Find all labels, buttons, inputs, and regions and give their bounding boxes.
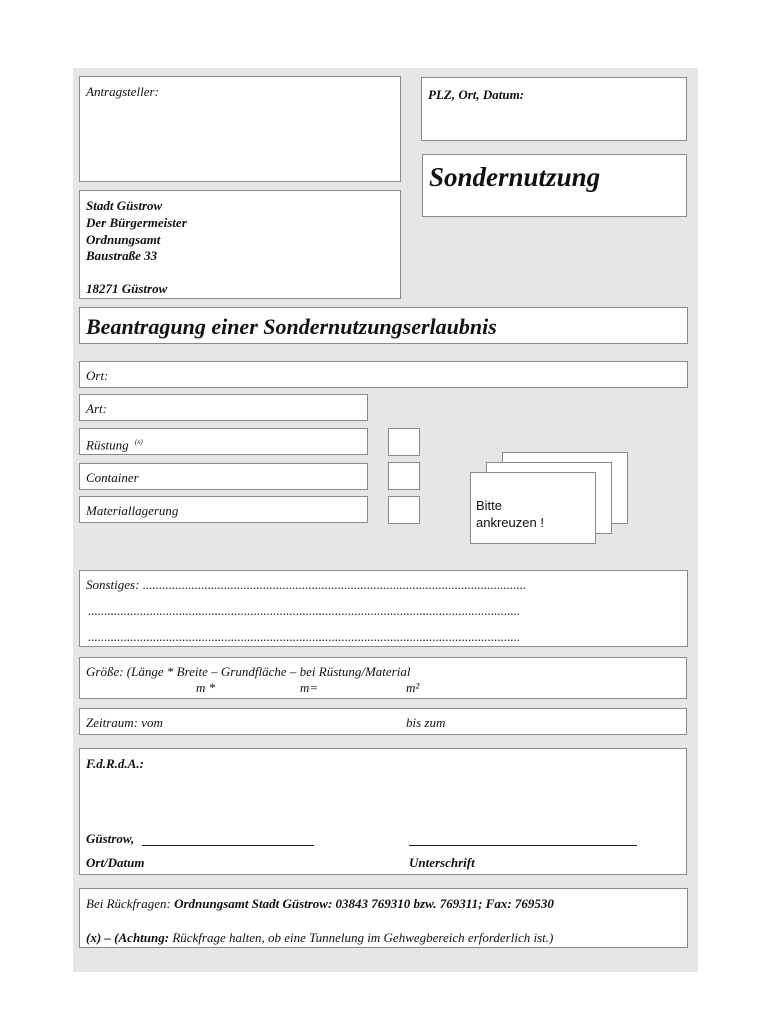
- container-label: Container: [86, 470, 139, 485]
- address-line-4: Baustraße 33: [86, 248, 158, 263]
- sonstiges-line-3: .....................................................................................................................................: [88, 629, 521, 644]
- groesse-label: Größe: (Länge * Breite – Grundfläche – bei Rüstung/Material: [86, 664, 411, 679]
- note-line: [86, 929, 553, 946]
- ort-datum-label: Ort/Datum: [86, 855, 145, 870]
- main-title-box: [79, 307, 688, 344]
- place-date-label: PLZ, Ort, Datum:: [428, 87, 525, 102]
- page-title: Sondernutzung: [429, 162, 601, 192]
- hint-line-1: Bitte: [476, 498, 503, 513]
- ort-label: Ort:: [86, 368, 109, 383]
- ruestung-label: [86, 434, 143, 453]
- groesse-m2: m²: [406, 680, 420, 695]
- note-bold: Achtung:: [118, 930, 170, 945]
- signature-line[interactable]: [409, 845, 637, 846]
- sonstiges-line-2: .....................................................................................................................................: [88, 603, 521, 618]
- container-checkbox[interactable]: [388, 462, 420, 490]
- address-line-5: 18271 Güstrow: [86, 281, 168, 296]
- address-box: [79, 190, 401, 299]
- fdrda-label: F.d.R.d.A.:: [86, 756, 144, 771]
- note-text: Rückfrage halten, ob eine Tunnelung im Gehwegbereich erforderlich ist.): [172, 930, 554, 945]
- container-field: [79, 463, 368, 490]
- signature-box: [79, 748, 687, 875]
- hint-line-2: ankreuzen !: [476, 515, 544, 530]
- applicant-box[interactable]: [79, 76, 401, 182]
- groesse-box[interactable]: [79, 657, 687, 699]
- materiallagerung-field: [79, 496, 368, 523]
- ruestung-note: (x): [134, 438, 143, 446]
- guestrow-label: Güstrow,: [86, 831, 135, 846]
- title-box: [422, 154, 687, 217]
- rueckfragen-line: [86, 895, 554, 912]
- groesse-m-star: m *: [196, 680, 216, 695]
- groesse-m-eq: m=: [300, 680, 319, 695]
- unterschrift-label: Unterschrift: [409, 855, 475, 870]
- sonstiges-line-1: Sonstiges: ......................................................................................................................: [86, 577, 527, 592]
- ruestung-field: [79, 428, 368, 455]
- rueckfragen-value: Ordnungsamt Stadt Güstrow: 03843 769310 bzw. 769311; Fax: 769530: [174, 896, 554, 911]
- address-line-2: Der Bürgermeister: [86, 215, 187, 230]
- ruestung-checkbox[interactable]: [388, 428, 420, 456]
- address-line-3: Ordnungsamt: [86, 232, 161, 247]
- zeitraum-box[interactable]: [79, 708, 687, 735]
- zeitraum-bis: bis zum: [406, 715, 446, 730]
- art-label: Art:: [86, 401, 107, 416]
- rueckfragen-label: Bei Rückfragen:: [86, 896, 171, 911]
- hint-card-front: [470, 472, 596, 544]
- art-field[interactable]: [79, 394, 368, 421]
- ort-field[interactable]: [79, 361, 688, 388]
- sonstiges-box[interactable]: [79, 570, 688, 647]
- place-date-line[interactable]: [142, 845, 314, 846]
- materiallagerung-checkbox[interactable]: [388, 496, 420, 524]
- note-prefix: (x) – (: [86, 930, 119, 945]
- zeitraum-vom: Zeitraum: vom: [86, 715, 163, 730]
- address-line-1: Stadt Güstrow: [86, 198, 163, 213]
- ruestung-text: Rüstung: [86, 437, 129, 453]
- materiallagerung-label: Materiallagerung: [86, 503, 179, 518]
- footer-box: [79, 888, 688, 948]
- place-date-box[interactable]: [421, 77, 687, 141]
- main-title: Beantragung einer Sondernutzungserlaubnis: [86, 314, 497, 339]
- applicant-label: Antragsteller:: [86, 84, 159, 99]
